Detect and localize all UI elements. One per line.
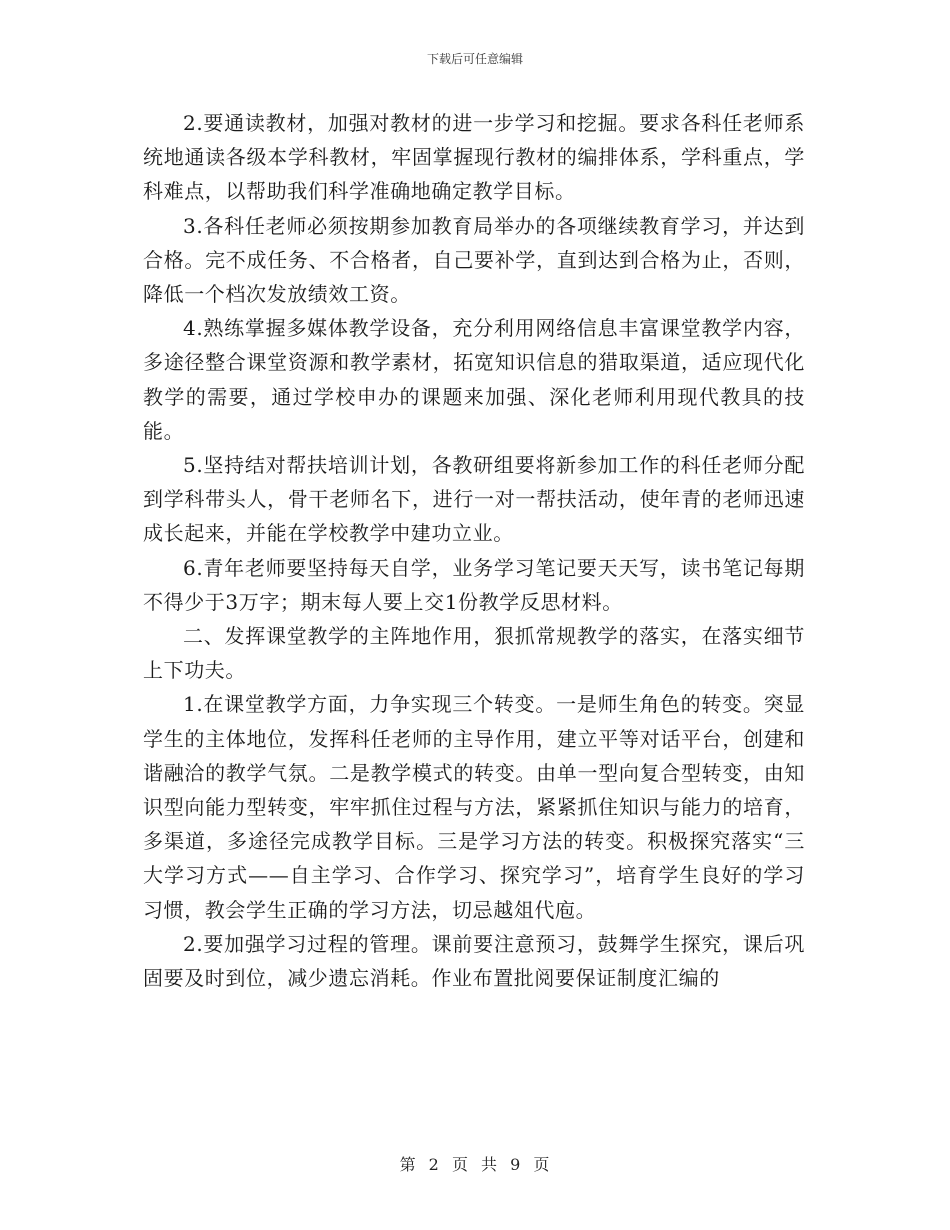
paragraph-multimedia-skills: 4.熟练掌握多媒体教学设备，充分利用网络信息丰富课堂教学内容，多途径整合课堂资源和教学素材，拓宽知识信息的猎取渠道，适应现代化教学的需要，通过学校申办的课题来加强、深化老师利用现代教具的技能。 bbox=[143, 316, 805, 443]
paragraph-three-transformations: 1.在课堂教学方面，力争实现三个转变。一是师生角色的转变。突显学生的主体地位，发挥科任老师的主导作用，建立平等对话平台，创建和谐融洽的教学气氛。二是教学模式的转变。由单一型向复合型转变，由知识型向能力型转变，牢牢抓住过程与方法，紧紧抓住知识与能力的培育，多渠道，多途径完成教学目标。三是学习方法的转变。积极探究落实“三大学习方式——自主学习、合作学习、探究学习”，培育学生良好的学习习惯，教会学生正确的学习方法，切忌越俎代庖。 bbox=[143, 692, 805, 922]
paragraph-study-textbooks: 2.要通读教材，加强对教材的进一步学习和挖掘。要求各科任老师系统地通读各级本学科教材，牢固掌握现行教材的编排体系，学科重点，学科难点，以帮助我们科学准确地确定教学目标。 bbox=[143, 111, 805, 204]
paragraph-learning-process: 2.要加强学习过程的管理。课前要注意预习，鼓舞学生探究，课后巩固要及时到位，减少遗忘消耗。作业布置批阅要保证制度汇编的 bbox=[143, 931, 805, 991]
document-body bbox=[143, 106, 805, 995]
paragraph-young-teachers-study: 6.青年老师要坚持每天自学，业务学习笔记要天天写，读书笔记每期不得少于3万字；期末每人要上交1份教学反思材料。 bbox=[143, 555, 805, 614]
paragraph-continuing-education: 3.各科任老师必须按期参加教育局举办的各项继续教育学习，并达到合格。完不成任务、不合格者，自己要补学，直到达到合格为止，否则，降低一个档次发放绩效工资。 bbox=[143, 213, 805, 307]
section-heading-classroom-teaching: 二、发挥课堂教学的主阵地作用，狠抓常规教学的落实，在落实细节上下功夫。 bbox=[143, 624, 805, 683]
paragraph-mentoring-plan: 5.坚持结对帮扶培训计划，各教研组要将新参加工作的科任老师分配到学科带头人，骨干老师名下，进行一对一帮扶活动，使年青的老师迅速成长起来，并能在学校教学中建功立业。 bbox=[143, 453, 805, 546]
page-header: 下载后可任意编辑 bbox=[426, 52, 523, 66]
page-number-footer: 第 2 页 共 9 页 bbox=[399, 1155, 551, 1174]
